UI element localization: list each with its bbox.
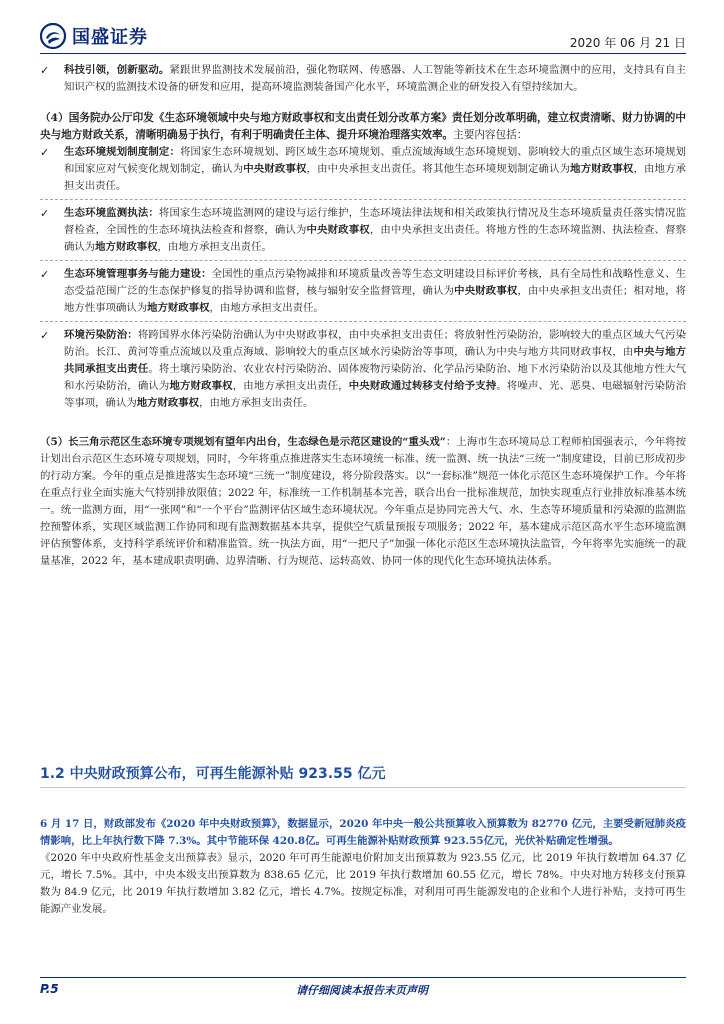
check-mark-icon: ✓ xyxy=(40,64,50,77)
item-text: ，由地方承担支出责任， xyxy=(232,380,349,392)
dashed-divider xyxy=(40,321,686,322)
item-bold: 中央财政事权 xyxy=(454,285,518,297)
item-lead: 生态环境管理事务与能力建设： xyxy=(64,268,212,280)
item-text: ，由地方承担支出责任。 xyxy=(64,163,687,192)
item-text: ，由地方承担支出责任。 xyxy=(209,302,324,314)
item-bold: 中央财政通过转移支付给予支持 xyxy=(348,380,497,392)
item-text: 将跨国界水体污染防治确认为中央财政事权，由中央承担支出责任；将放射性污染防治，影响较大的重点区域大气污染防治。长江、黄河等重点流域以及重点海域、影响较大的重点区域水污染防治等事项，确认为中央与地方共同财政事权，由 xyxy=(64,329,687,358)
check-mark-icon: ✓ xyxy=(40,146,50,159)
item-text: ，由中央承担支出责任；相对地，将地方性事项确认为 xyxy=(64,285,687,314)
page-number: P.5 xyxy=(40,982,59,996)
check-mark-icon: ✓ xyxy=(40,268,50,281)
item-lead: 生态环境监测执法： xyxy=(64,207,159,219)
item-bold: 中央与地方共同承担支出责任 xyxy=(64,346,687,375)
brand-logo xyxy=(40,22,148,50)
item-bold: 中央财政事权 xyxy=(306,224,370,236)
section-4-heading-text: （4）国务院办公厅印发《生态环境领域中央与地方财政事权和支出责任划分改革方案》责任划分改革明确，建立权责清晰、财力协调的中央与地方财政关系，清晰明确易于执行，有利于明确责任主体、提升环境治理落实效率。 xyxy=(40,112,686,141)
item-bold: 地方财政事权 xyxy=(570,163,634,175)
footer-divider xyxy=(40,977,686,978)
section-1-2-content xyxy=(40,816,686,918)
item-text: ，由中央承担支出责任。将其他生态环境规划制定确认为 xyxy=(306,163,571,175)
item-lead: 生态环境规划制度制定： xyxy=(64,146,180,158)
body-paragraph: 《2020 年中央政府性基金支出预算表》显示，2020 年可再生能源电价附加支出预算数为 923.55 亿元，比 2019 年执行数增加 64.37 亿元，增长 7.5%。其中，中央本级支出预算数为 838.65 亿元，比 2019 年执行数增加 60.55 亿元，增长 78%。中央对地方转移支付预算数为 84.9 亿元，比 2019 年执行数增加 3.82 亿元，增长 4.7%。按规定标准，对利用可再生能源发电的企业和个人进行补贴，支持可再生能源产业发展。 xyxy=(40,852,686,915)
item-text: 。将噪声、光、恶臭、电磁辐射污染防治等事项，确认为 xyxy=(64,380,687,409)
item-text: ，由地方承担支出责任。 xyxy=(157,241,272,253)
item-text: 将国家生态环境监测网的建设与运行维护，生态环境法律法规和相关政策执行情况及生态环境质量责任落实情况监督检查，全国性的生态环境执法检查和督察，确认为 xyxy=(64,207,686,236)
item-bold: 地方财政事权 xyxy=(95,241,158,253)
intro-bullet xyxy=(40,62,686,96)
item-text: ，由地方承担支出责任。 xyxy=(199,397,314,409)
item-bold: 地方财政事权 xyxy=(169,380,233,392)
list-item xyxy=(40,266,686,317)
section-title-rule xyxy=(40,787,686,788)
section-title: 1.2 中央财政预算公布，可再生能源补贴 923.55 亿元 xyxy=(40,766,386,782)
section-4-heading-tail: 主要内容包括： xyxy=(453,129,528,141)
header-divider xyxy=(40,53,686,54)
list-item xyxy=(40,327,686,412)
item-bold: 地方财政事权 xyxy=(147,302,210,314)
dashed-divider xyxy=(40,199,686,200)
item-bold: 中央财政事权 xyxy=(243,163,307,175)
check-mark-icon: ✓ xyxy=(40,207,50,220)
brand-logo-icon xyxy=(40,23,66,49)
item-text: 将国家生态环境规划、跨区域生态环境规划、重点流域海域生态环境规划、影响较大的重点区域生态环境规划和国家应对气候变化规划制定，确认为 xyxy=(64,146,687,175)
highlight-paragraph: 6 月 17 日，财政部发布《2020 年中央财政预算》，数据显示，2020 年中央一般公共预算收入预算数为 82770 亿元，主要受新冠肺炎疫情影响，比上年执行数下降 7.3%。其中节能环保 420.8亿。可再生能源补贴财政预算 923.55亿元，光伏补贴确定性增强。 xyxy=(40,818,686,847)
list-item xyxy=(40,205,686,256)
section-4-heading xyxy=(40,110,686,144)
page-header xyxy=(0,0,724,58)
bullet-text: 紧跟世界监测技术发展前沿，强化物联网、传感器、人工智能等新技术在生态环境监测中的应用，支持具有自主知识产权的监测技术设备的研发和应用，提高环境监测装备国产化水平，环境监测企业的研发投入有望持续加大。 xyxy=(64,64,686,93)
section-5-paragraph xyxy=(40,434,686,570)
bullet-lead: 科技引领，创新驱动。 xyxy=(64,64,170,76)
item-bold: 地方财政事权 xyxy=(136,397,200,409)
dashed-divider xyxy=(40,260,686,261)
section-5-text: ：上海市生态环境局总工程师柏国强表示，今年将按计划出台示范区生态环境专项规划，同时，今年将重点推进落实生态环境统一标准、统一监测、统一执法“三统一”制度建设，目前已形成初步的行动方案。今年的重点是推进落实生态环境“三统一”制度建设，将分阶段落实。以“一套标准”规范一体化示范区生态环境保护工作。今年将在重点行业全面实施大气特别排放限值；2022 年，标准统一工作机制基本完善，联合出台一批标准规范，加快实现重点行业排放标准基本统一。统一监测方面，用“一张网”和“一个平台”监测评估区域生态环境状况。今年重点是协同完善大气、水、生态等环境质量和污染源的监测监控预警体系，实现区域监测工作协同和现有监测数据基本共享，提供空气质量预报专项服务；2022 年，基本建成示范区高水平生态环境监测评估预警体系，支持科学系统评价和精准监管。统一执法方面，用“一把尺子”加强一体化示范区生态环境执法监管，今年将率先实施统一的裁量基准，2022 年，基本建成职责明确、边界清晰、行为规范、运转高效、协同一体的现代化生态环境执法体系。 xyxy=(40,436,686,567)
brand-name: 国盛证券 xyxy=(72,27,148,48)
item-lead: 环境污染防治： xyxy=(64,329,138,341)
footer-disclaimer: 请仔细阅读本报告末页声明 xyxy=(296,984,428,997)
main-content xyxy=(40,62,686,570)
item-text: 全国性的重点污染物减排和环境质量改善等生态文明建设目标评价考核，具有全局性和战略性意义、生态受益范围广泛的生态保护修复的指导协调和监督，核与辐射安全监督管理，确认为 xyxy=(64,268,687,297)
item-text: 。将土壤污染防治、农业农村污染防治、固体废物污染防治、化学品污染防治、地下水污染防治以及其他地方性大气和水污染防治，确认为 xyxy=(64,363,686,392)
list-item xyxy=(40,144,686,195)
report-date: 2020 年 06 月 21 日 xyxy=(569,36,686,50)
item-text: ，由中央承担支出责任。将地方性的生态环境监测、执法检查、督察确认为 xyxy=(64,224,687,253)
section-5-heading: （5）长三角示范区生态环境专项规划有望年内出台，生态绿色是示范区建设的“重头戏” xyxy=(40,436,446,448)
check-mark-icon: ✓ xyxy=(40,329,50,342)
